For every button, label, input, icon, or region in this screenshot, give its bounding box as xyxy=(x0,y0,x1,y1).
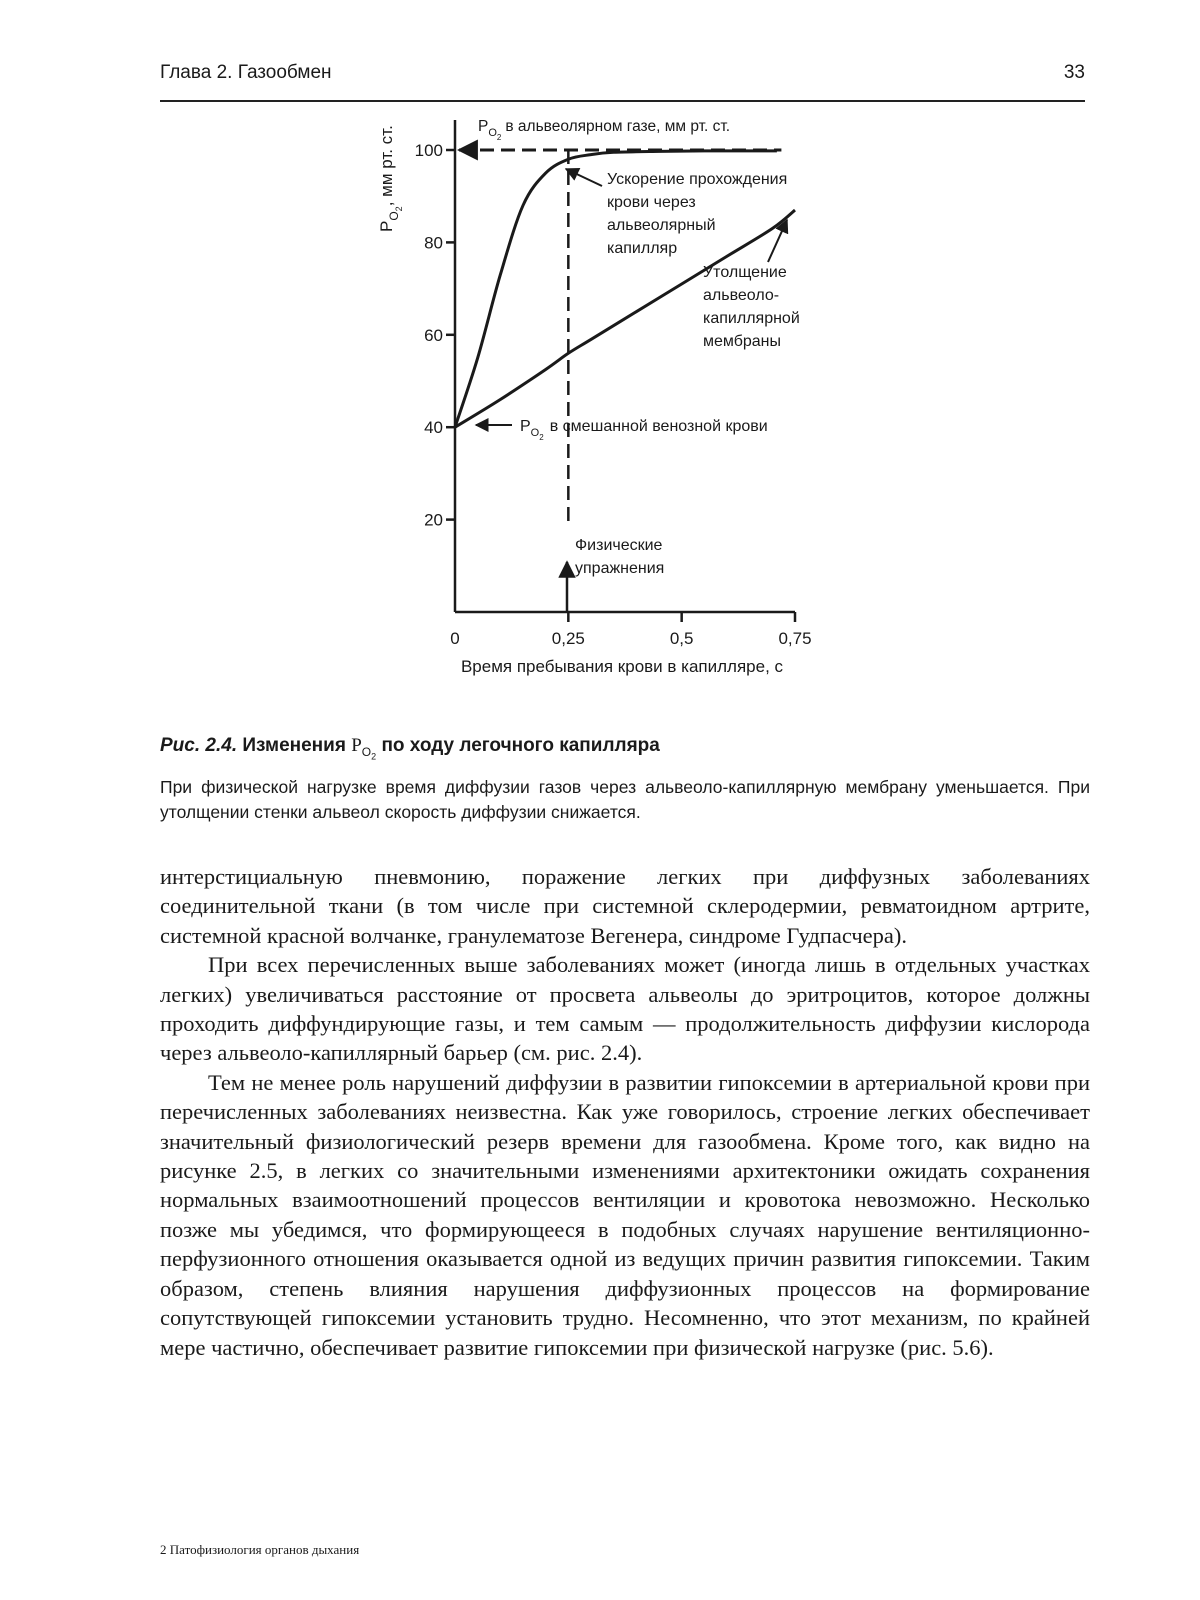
body-text xyxy=(160,862,1090,1362)
fast-flow-label: Ускорение прохождения крови через альвеолярный капилляр xyxy=(607,171,788,257)
caption-title-before: Изменения xyxy=(242,735,346,756)
x-axis-title: Время пребывания крови в капилляре, с xyxy=(460,657,784,676)
x-tick-label: 0,5 xyxy=(669,629,694,648)
y-axis-ticks xyxy=(415,141,455,530)
y-tick-label: 100 xyxy=(414,141,443,160)
paragraph-3: Тем не менее роль нарушений диффузии в развитии гипоксемии в артериальной крови при перечисленных заболеваниях неизвестна. Как уже говорилось, строение легких обеспечивает значительный физиологический резерв времени для газообмена. Кроме того, как видно на рисунке 2.5, в легких со значительными изменениями архитектоники ожидать сохранения нормальных взаимоотношений процессов вентиляции и кровотока невозможно. Несколько позже мы убедимся, что формирующееся в подобных случаях нарушение вентиляционно-перфузионного отношения оказывается одной из ведущих причин развития гипоксемии. Таким образом, степень влияния нарушения диффузионных процессов на формирование сопутствующей гипоксемии установить трудно. Несомненно, что этот механизм, по крайней мере частично, обеспечивает развитие гипоксемии при физической нагрузке (рис. 5.6). xyxy=(160,1069,1090,1360)
caption-title: Рис. 2.4. Изменения $P_{O_2}$ по ходу легочного капилляра xyxy=(160,735,660,762)
x-axis-ticks xyxy=(450,612,811,648)
thickening-label: Утолщение альвеоло- капиллярной мембраны xyxy=(703,264,800,350)
venous-po2-label: $P_{O2}в$ смешанной венозной крови xyxy=(520,418,768,442)
y-tick-label: 80 xyxy=(424,233,443,253)
chapter-title: Глава 2. Газообмен xyxy=(160,62,332,83)
x-tick-label: 0 xyxy=(450,629,460,648)
x-tick-label: 0,75 xyxy=(778,629,812,648)
caption-text: При физической нагрузке время диффузии газов через альвеоло-капиллярную мембрану уменьшается. При утолщении стенки альвеол скорость диффузии снижается. xyxy=(160,777,1090,823)
paragraph-2: При всех перечисленных выше заболеваниях может (иногда лишь в отдельных участках легких) увеличиваться расстояние от просвета альвеолы до эритроцитов, которое должны проходить диффундирующие газы, и тем самым — продолжительность диффузии кислорода через альвеоло-капиллярный барьер (см. рис. 2.4). xyxy=(160,952,1090,1066)
x-tick-label: 0,25 xyxy=(551,629,585,648)
caption-title-after: по ходу легочного капилляра xyxy=(381,735,660,756)
caption-label: Рис. 2.4. xyxy=(160,735,238,756)
y-tick-label: 40 xyxy=(424,418,443,438)
y-tick-label: 20 xyxy=(424,510,443,530)
y-tick-label: 60 xyxy=(424,325,443,345)
y-axis-title: $P_{O2}$, мм рт. ст. xyxy=(377,125,404,232)
po2-capillary-chart xyxy=(0,0,1200,700)
page-number: 33 xyxy=(1063,62,1085,83)
signature-footer: 2 Патофизиология органов дыхания xyxy=(160,1542,360,1557)
alveolar-po2-label: $P_{O2}в$ альвеолярном газе, мм рт. ст. xyxy=(478,118,731,142)
fast-flow-arrow xyxy=(566,169,602,186)
figure-caption xyxy=(160,735,1090,825)
paragraph-1: интерстициальную пневмонию, поражение легких при диффузных заболеваниях соединительной ткани (в том числе при системной склеродермии, ревматоидном артрите, системной красной волчанке, гранулематозе Вегенера, синдроме Гудпасчера). xyxy=(160,864,1090,948)
exercise-label: Физические упражнения xyxy=(575,537,665,577)
